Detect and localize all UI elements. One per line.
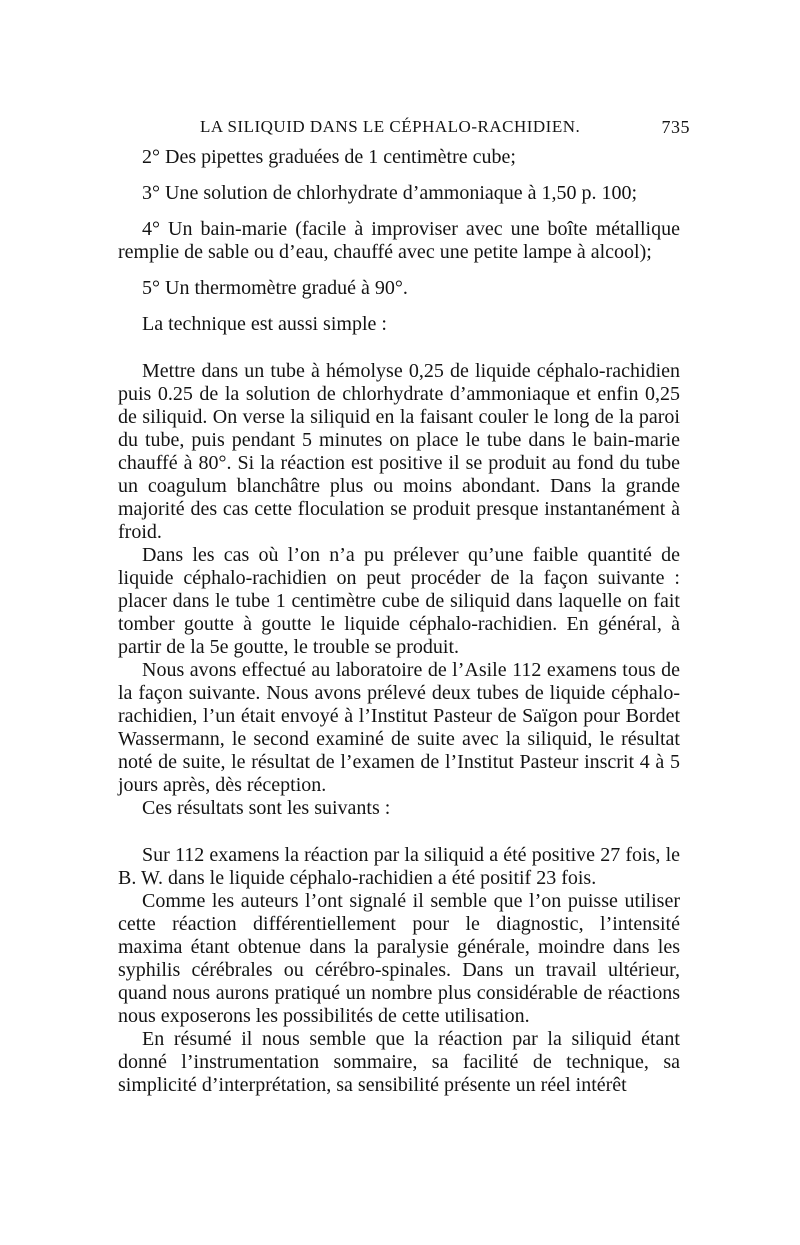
body-text bbox=[118, 146, 680, 1097]
list-item-solution: 3° Une solution de chlorhydrate d’ammoniaque à 1,50 p. 100; bbox=[142, 182, 638, 204]
paragraph-procedure: Mettre dans un tube à hémolyse 0,25 de liquide céphalo-rachidien puis 0.25 de la solution de chlorhydrate d’ammoniaque et enfin 0,25 de siliquid. On verse la siliquid en la faisant couler le long de la paroi du tube, puis pendant 5 minutes on place le tube dans le bain-marie chauffé à 80°. Si la réaction est positive il se produit au fond du tube un coagulum blanchâtre plus ou moins abondant. Dans la grande majorité des cas cette floculation se produit presque instantanément à froid. bbox=[118, 360, 680, 543]
list-item-pipettes: 2° Des pipettes graduées de 1 centimètre cube; bbox=[142, 146, 516, 168]
paragraph-resume: En résumé il nous semble que la réaction par la siliquid étant donné l’instrumentation sommaire, sa facilité de technique, sa simplicité d’interprétation, sa sensibilité présente un réel intérêt bbox=[118, 1028, 680, 1096]
paragraph-examens: Nous avons effectué au laboratoire de l’Asile 112 examens tous de la façon suivante. Nous avons prélevé deux tubes de liquide céphalo-rachidien, l’un était envoyé à l’Institut Pasteur de Saïgon pour Bordet Wassermann, le second examiné de suite avec la siliquid, le résultat noté de suite, le résultat de l’examen de l’Institut Pasteur inscrit 4 à 5 jours après, dès réception. bbox=[118, 659, 680, 796]
list-item-thermometre: 5° Un thermomètre gradué à 90°. bbox=[142, 277, 408, 299]
paragraph-resultats-intro: Ces résultats sont les suivants : bbox=[142, 797, 391, 819]
page-number: 735 bbox=[661, 117, 690, 137]
paragraph-diagnostic: Comme les auteurs l’ont signalé il semble que l’on puisse utiliser cette réaction différentiellement pour le diagnostic, l’intensité maxima étant obtenue dans la paralysie générale, moindre dans les syphilis cérébrales ou cérébro-spinales. Dans un travail ultérieur, quand nous aurons pratiqué un nombre plus considérable de réactions nous exposerons les possibilités de cette utilisation. bbox=[118, 890, 680, 1027]
paragraph-faible-quantite: Dans les cas où l’on n’a pu prélever qu’une faible quantité de liquide céphalo-rachidien on peut procéder de la façon suivante : placer dans le tube 1 centimètre cube de siliquid dans laquelle on fait tomber goutte à goutte le liquide céphalo-rachidien. En général, à partir de la 5e goutte, le trouble se produit. bbox=[118, 544, 680, 658]
paragraph-technique-intro: La technique est aussi simple : bbox=[142, 313, 387, 335]
paragraph-resultats: Sur 112 examens la réaction par la siliquid a été positive 27 fois, le B. W. dans le liquide céphalo-rachidien a été positif 23 fois. bbox=[118, 844, 680, 889]
running-head-title: LA SILIQUID DANS LE CÉPHALO-RACHIDIEN. bbox=[200, 117, 581, 136]
list-item-bain-marie: 4° Un bain-marie (facile à improviser avec une boîte métallique remplie de sable ou d’eau, chauffé avec une petite lampe à alcool); bbox=[118, 218, 680, 263]
